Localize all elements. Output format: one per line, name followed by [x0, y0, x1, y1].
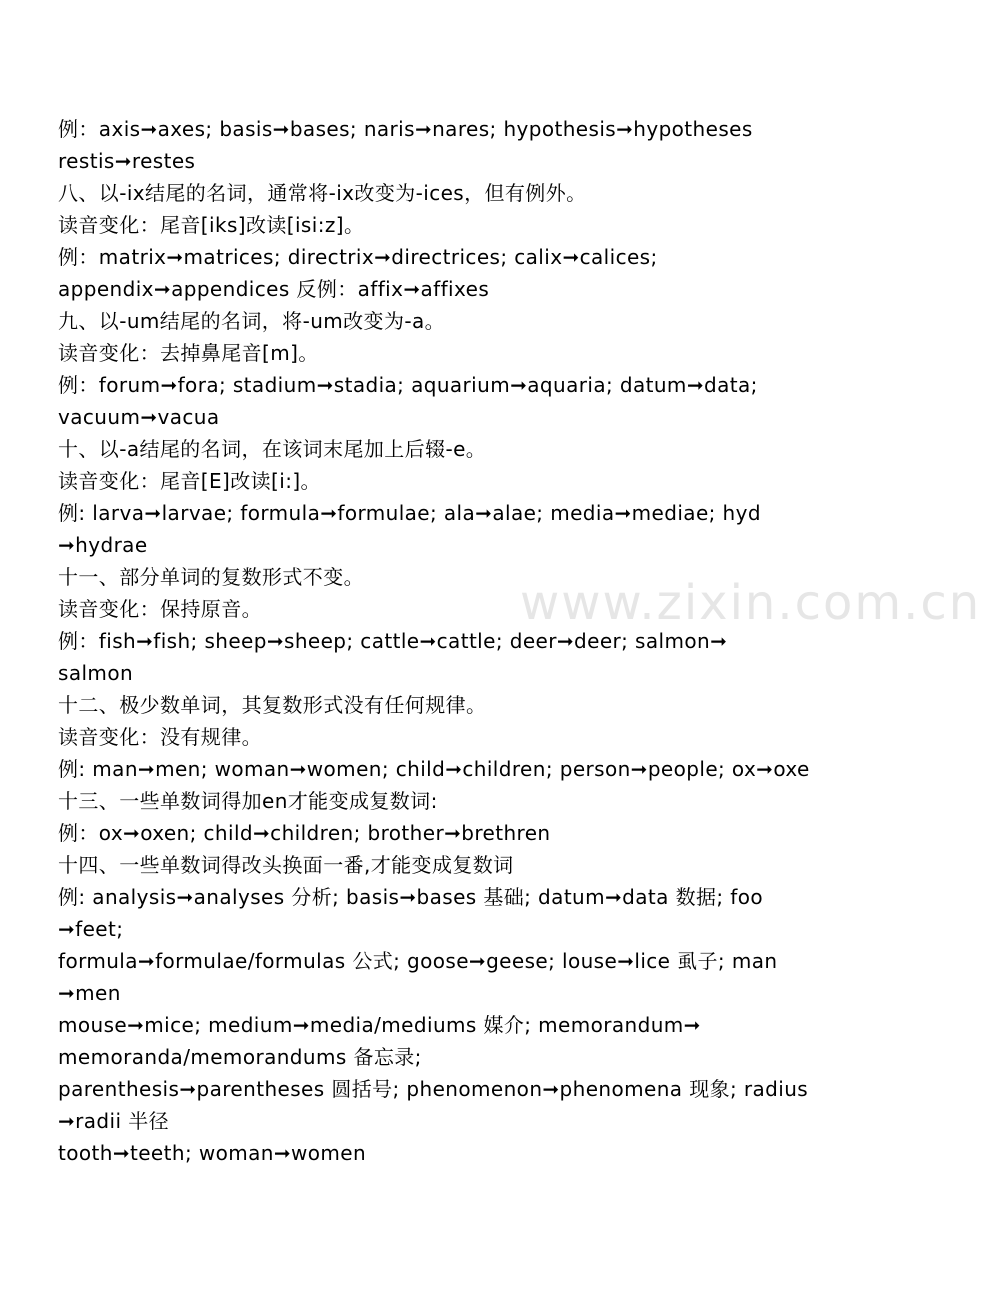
- pronunciation-note: 读音变化：没有规律。: [58, 725, 262, 749]
- section-heading: 十三、一些单数词得加en才能变成复数词:: [58, 789, 438, 813]
- document-body: [58, 113, 878, 1169]
- text-line: memoranda/memorandums 备忘录;: [58, 1045, 422, 1069]
- text-line: 例：fish➞fish; sheep➞sheep; cattle➞cattle; deer➞deer; salmon➞: [58, 629, 728, 653]
- watermark: www.zixin.com.cn: [520, 575, 981, 631]
- text-line: 例：matrix➞matrices; directrix➞directrices; calix➞calices;: [58, 245, 658, 269]
- text-line: 例：axis➞axes; basis➞bases; naris➞nares; hypothesis➞hypotheses: [58, 117, 753, 141]
- section-heading: 十二、极少数单词，其复数形式没有任何规律。: [58, 693, 487, 717]
- section-heading: 十、以-a结尾的名词，在该词末尾加上后辍-e。: [58, 437, 487, 461]
- text-line: salmon: [58, 661, 134, 685]
- text-line: restis➞restes: [58, 149, 196, 173]
- text-line: vacuum➞vacua: [58, 405, 220, 429]
- text-line: ➞feet;: [58, 917, 124, 941]
- text-line: mouse➞mice; medium➞media/mediums 媒介; memorandum➞: [58, 1013, 701, 1037]
- text-line: 例: analysis➞analyses 分析; basis➞bases 基础; datum➞data 数据; foo: [58, 885, 763, 909]
- section-heading: 十四、一些单数词得改头换面一番,才能变成复数词: [58, 853, 514, 877]
- text-line: ➞radii 半径: [58, 1109, 170, 1133]
- text-line: 例：ox➞oxen; child➞children; brother➞brethren: [58, 821, 551, 845]
- pronunciation-note: 读音变化：去掉鼻尾音[m]。: [58, 341, 319, 365]
- text-line: 例: larva➞larvae; formula➞formulae; ala➞alae; media➞mediae; hyd: [58, 501, 761, 525]
- pronunciation-note: 读音变化：保持原音。: [58, 597, 262, 621]
- text-line: ➞men: [58, 981, 121, 1005]
- text-line: appendix➞appendices 反例：affix➞affixes: [58, 277, 490, 301]
- text-line: 例：forum➞fora; stadium➞stadia; aquarium➞aquaria; datum➞data;: [58, 373, 758, 397]
- text-line: tooth➞teeth; woman➞women: [58, 1141, 367, 1165]
- section-heading: 十一、部分单词的复数形式不变。: [58, 565, 364, 589]
- text-line: 例: man➞men; woman➞women; child➞children; person➞people; ox➞oxe: [58, 757, 810, 781]
- text-line: ➞hydrae: [58, 533, 148, 557]
- text-line: parenthesis➞parentheses 圆括号; phenomenon➞phenomena 现象; radius: [58, 1077, 809, 1101]
- pronunciation-note: 读音变化：尾音[E]改读[i:]。: [58, 469, 321, 493]
- pronunciation-note: 读音变化：尾音[iks]改读[isi:z]。: [58, 213, 365, 237]
- section-heading: 九、以-um结尾的名词，将-um改变为-a。: [58, 309, 446, 333]
- text-line: formula➞formulae/formulas 公式; goose➞geese; louse➞lice 虱子; man: [58, 949, 778, 973]
- section-heading: 八、以-ix结尾的名词，通常将-ix改变为-ices，但有例外。: [58, 181, 587, 205]
